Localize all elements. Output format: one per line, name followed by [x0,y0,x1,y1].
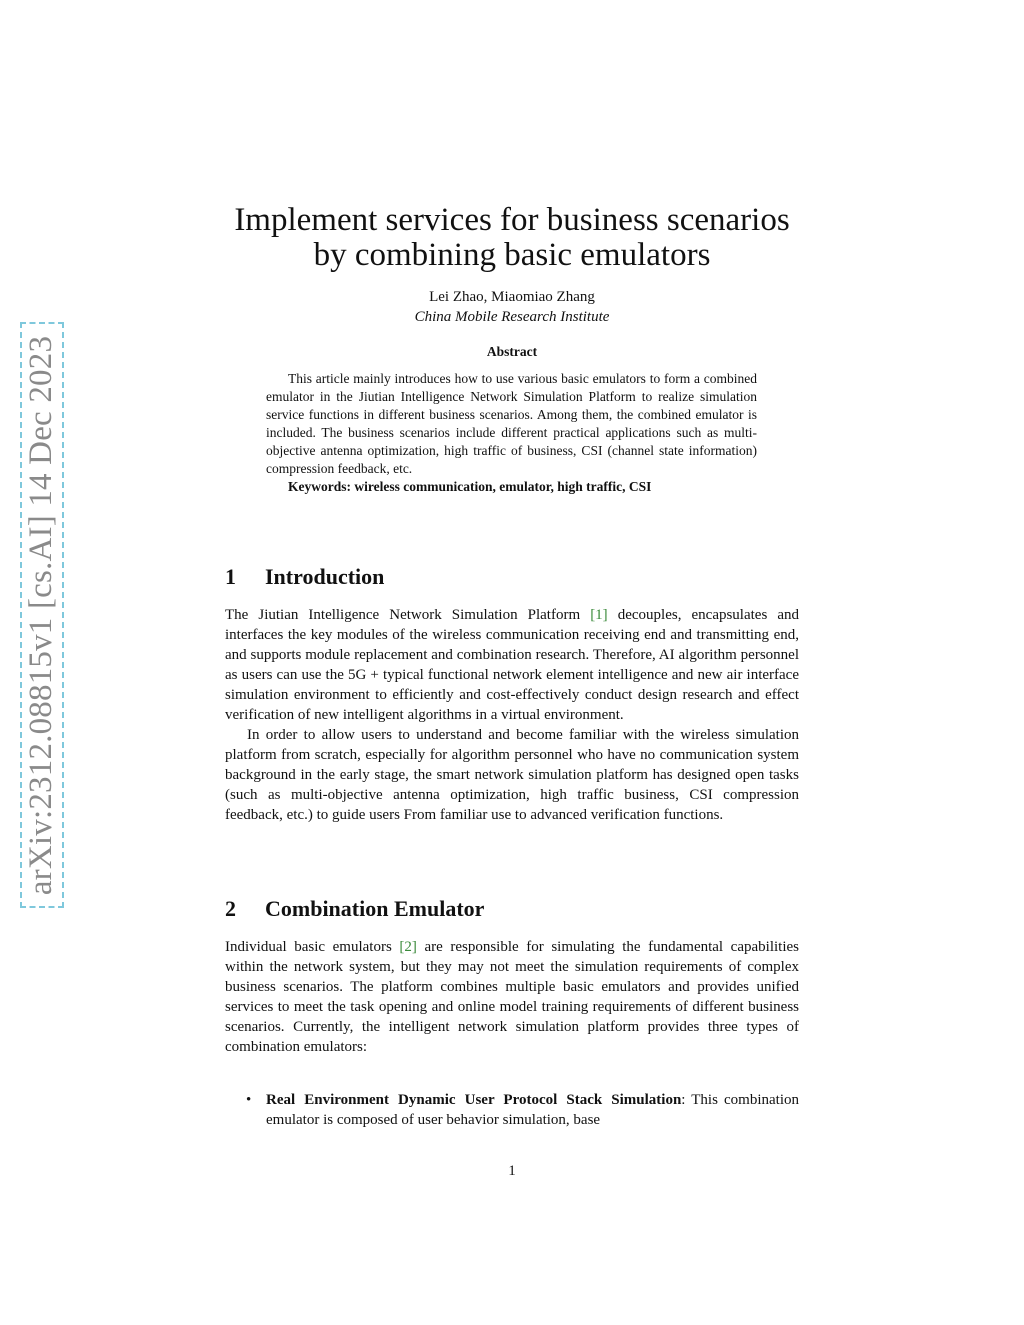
author-affiliation: China Mobile Research Institute [414,309,610,325]
section-number: 1 [225,564,236,589]
section-heading-combination-emulator [225,895,799,923]
paragraph-text: decouples, encapsulates and interfaces the key modules of the wireless communication receiving end and transmitting end, and supports module replacement and combination research. Therefore, AI algorithm personnel as users can use the 5G + typical functional network element intelligence and new air interface simulation environment to efficiently and cost-effectively conduct design research and effect verification of new intelligent algorithms in a virtual environment. [225,607,799,723]
introduction-paragraph-1 [225,605,799,725]
combination-emulator-body [225,937,799,1057]
paper-title-line-1: Implement services for business scenarios [234,202,790,238]
list-item-title: Real Environment Dynamic User Protocol Stack Simulation [266,1092,682,1108]
introduction-body [225,605,799,825]
citation-link[interactable]: [2] [399,939,417,955]
arxiv-identifier-text: arXiv:2312.08815v1 [cs.AI] 14 Dec 2023 [23,335,60,895]
abstract-heading: Abstract [486,344,538,359]
paragraph-text: Individual basic emulators [225,939,400,955]
abstract-text: This article mainly introduces how to use various basic emulators to form a combined emulator in the Jiutian Intelligence Network Simulation Platform to realize simulation service functions in different business scenarios. Among them, the combined emulator is included. The business scenarios include different practical applications such as multi-objective antenna optimization, high traffic of business, CSI (channel state information) compression feedback, etc. [266,371,757,476]
bullet-point: • [246,1092,252,1108]
paragraph-text: The Jiutian Intelligence Network Simulation Platform [225,607,591,623]
list-item-colon: : [681,1092,686,1108]
section-title: Introduction [265,564,385,589]
section-title: Combination Emulator [265,896,485,921]
list-item [246,1090,800,1130]
combination-emulator-paragraph-1 [225,937,799,1057]
abstract-keywords: Keywords: wireless communication, emulator, high traffic, CSI [288,479,652,494]
section-number: 2 [225,896,236,921]
paragraph-text: are responsible for simulating the fundamental capabilities within the network system, but they may not meet the simulation requirements of complex business scenarios. The platform combines multiple basic emulators and provides unified services to meet the task opening and online model training requirements of different business scenarios. Currently, the intelligent network simulation platform provides three types of combination emulators: [225,939,799,1055]
abstract-block [266,370,757,496]
introduction-paragraph-2: In order to allow users to understand and become familiar with the wireless simulation platform from scratch, especially for algorithm personnel who have no communication system background in the early stage, the smart network simulation platform has designed open tasks (such as multi-objective antenna optimization, high traffic business, CSI compression feedback, etc.) to guide users From familiar use to advanced verification functions. [225,727,799,823]
arxiv-identifier-stamp [20,322,64,908]
paper-title [180,203,844,273]
citation-link[interactable]: [1] [590,607,608,623]
paper-title-line-2: by combining basic emulators [313,237,711,273]
page-number: 1 [508,1163,516,1179]
list-item-text: This combination emulator is composed of user behavior simulation, base [266,1092,800,1128]
author-list: Lei Zhao, Miaomiao Zhang [429,289,595,305]
section-heading-introduction [225,563,799,591]
